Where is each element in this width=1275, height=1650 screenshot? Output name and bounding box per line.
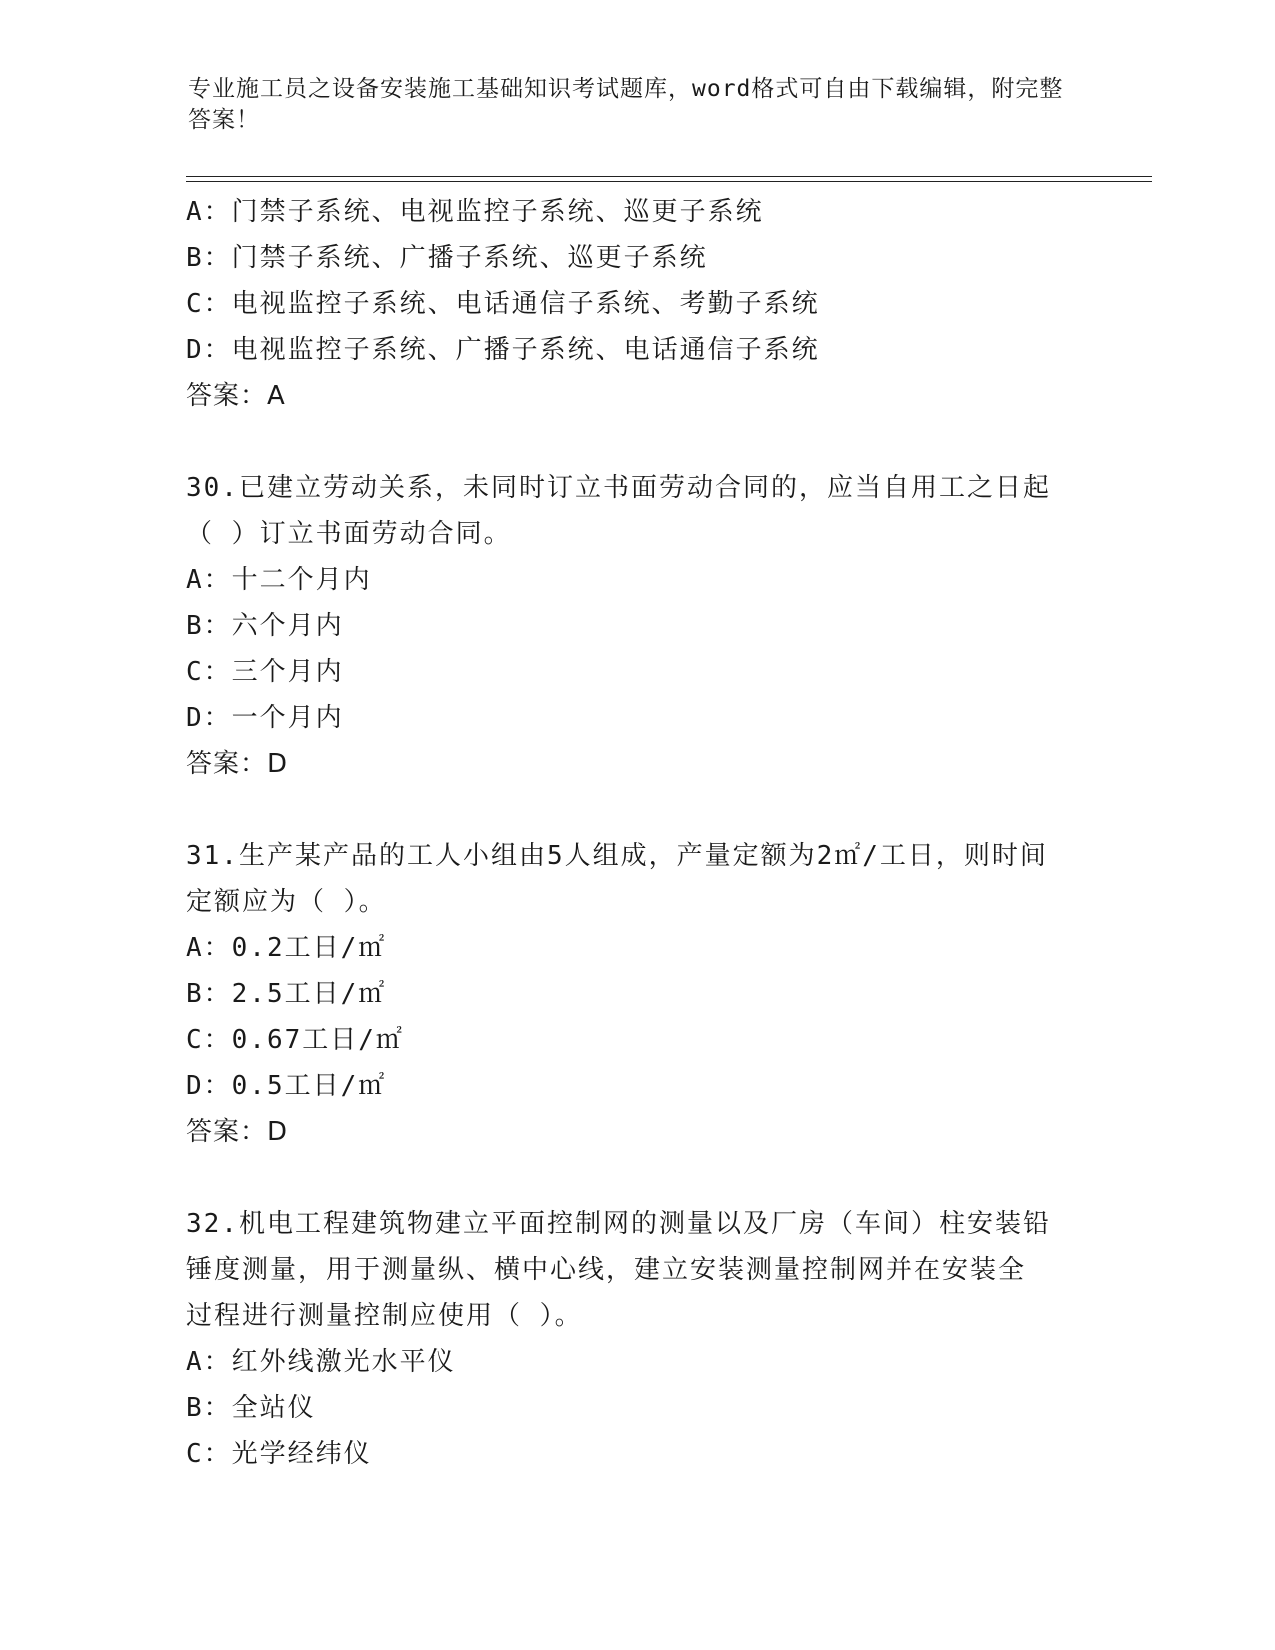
answer-line: 答案：D <box>186 749 289 779</box>
option-b: B：2.5工日/㎡ <box>186 979 387 1009</box>
question-31 <box>186 833 1086 1155</box>
spacer <box>186 787 1086 833</box>
option-d: D：电视监控子系统、广播子系统、电话通信子系统 <box>186 335 820 365</box>
spacer <box>186 419 1086 465</box>
question-stem-line: 锤度测量，用于测量纵、横中心线，建立安装测量控制网并在安装全 <box>186 1255 1027 1285</box>
answer-line: 答案：A <box>186 381 286 411</box>
question-stem-line: 定额应为（ ）。 <box>186 887 387 917</box>
option-a: A：红外线激光水平仪 <box>186 1347 456 1377</box>
header-divider-bottom <box>186 181 1152 182</box>
option-a: A：门禁子系统、电视监控子系统、巡更子系统 <box>186 197 764 227</box>
question-stem-line: 30.已建立劳动关系，未同时订立书面劳动合同的，应当自用工之日起 <box>186 473 1051 503</box>
option-c: C：三个月内 <box>186 657 344 687</box>
question-29 <box>186 189 1086 419</box>
option-a: A：0.2工日/㎡ <box>186 933 387 963</box>
question-30 <box>186 465 1086 787</box>
spacer <box>186 1155 1086 1201</box>
question-stem-line: 过程进行测量控制应使用（ ）。 <box>186 1301 583 1331</box>
option-a: A：十二个月内 <box>186 565 372 595</box>
option-b: B：门禁子系统、广播子系统、巡更子系统 <box>186 243 708 273</box>
question-32 <box>186 1201 1086 1477</box>
option-c: C：0.67工日/㎡ <box>186 1025 404 1055</box>
document-header: 专业施工员之设备安装施工基础知识考试题库，word格式可自由下载编辑，附完整答案！ <box>188 76 1064 133</box>
question-stem-line: 32.机电工程建筑物建立平面控制网的测量以及厂房（车间）柱安装铅 <box>186 1209 1051 1239</box>
option-c: C：光学经纬仪 <box>186 1439 372 1469</box>
question-stem-line: 31.生产某产品的工人小组由5人组成，产量定额为2㎡/工日，则时间 <box>186 841 1048 871</box>
question-stem-line: （ ）订立书面劳动合同。 <box>186 519 512 549</box>
answer-line: 答案：D <box>186 1117 289 1147</box>
option-b: B：全站仪 <box>186 1393 316 1423</box>
option-b: B：六个月内 <box>186 611 344 641</box>
option-d: D：一个月内 <box>186 703 344 733</box>
header-divider-top <box>186 176 1152 177</box>
option-c: C：电视监控子系统、电话通信子系统、考勤子系统 <box>186 289 820 319</box>
question-list <box>186 189 1086 1477</box>
option-d: D：0.5工日/㎡ <box>186 1071 387 1101</box>
